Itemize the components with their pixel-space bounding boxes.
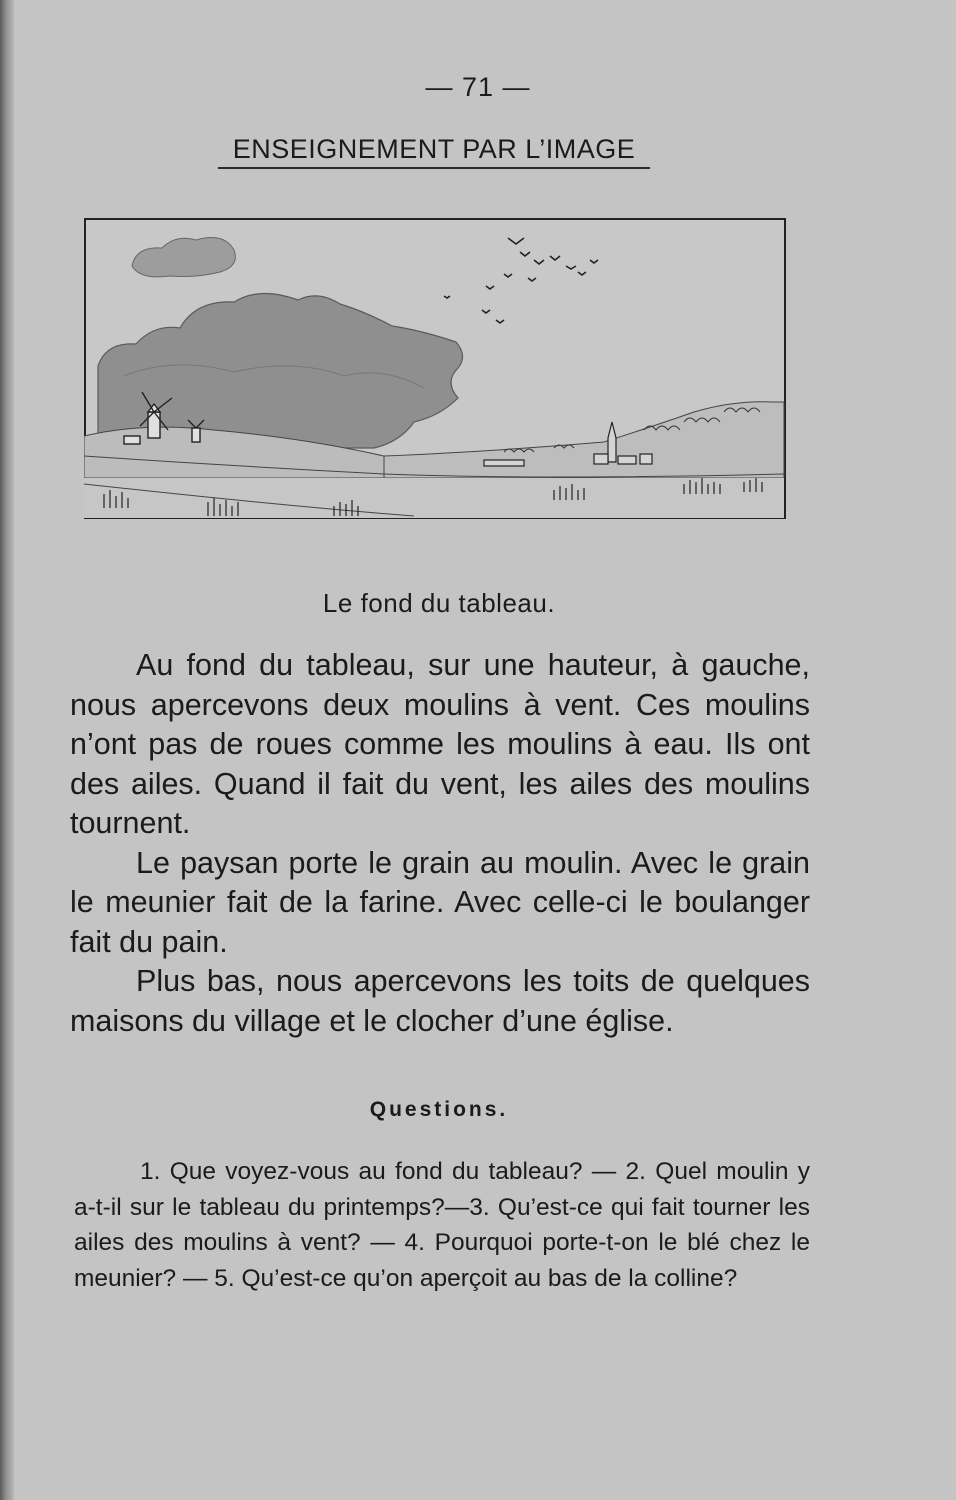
page-number: — 71 — [425, 72, 531, 102]
lesson-paragraph: Le paysan porte le grain au moulin. Avec le grain le meunier fait de la farine. Avec celle-ci le boulanger fait du pain. [70, 845, 810, 959]
questions-heading: Questions. [369, 1098, 509, 1121]
page-binding-edge [0, 0, 14, 1500]
landscape-windmills-illustration [84, 216, 786, 520]
lesson-paragraph: Au fond du tableau, sur une hauteur, à gauche, nous apercevons deux moulins à vent. Ces moulins n’ont pas de roues comme les moulins à eau. Ils ont des ailes. Quand il fait du vent, les ailes des moulins tournent. [70, 648, 810, 840]
lesson-title: Le fond du tableau. [322, 588, 556, 618]
lesson-body [70, 646, 810, 1041]
section-title: ENSEIGNEMENT PAR L’IMAGE [218, 134, 650, 169]
questions-paragraph: 1. Que voyez-vous au fond du tableau? — 2. Quel moulin y a-t-il sur le tableau du printemps?—3. Qu’est-ce qui fait tourner les ailes des moulins à vent? — 4. Pourquoi porte-t-on le blé chez le meunier? — 5. Qu’est-ce qu’on aperçoit au bas de la colline? [74, 1158, 810, 1292]
lesson-paragraph: Plus bas, nous apercevons les toits de quelques maisons du village et le clocher d’une église. [70, 964, 810, 1038]
questions-list [74, 1154, 810, 1296]
